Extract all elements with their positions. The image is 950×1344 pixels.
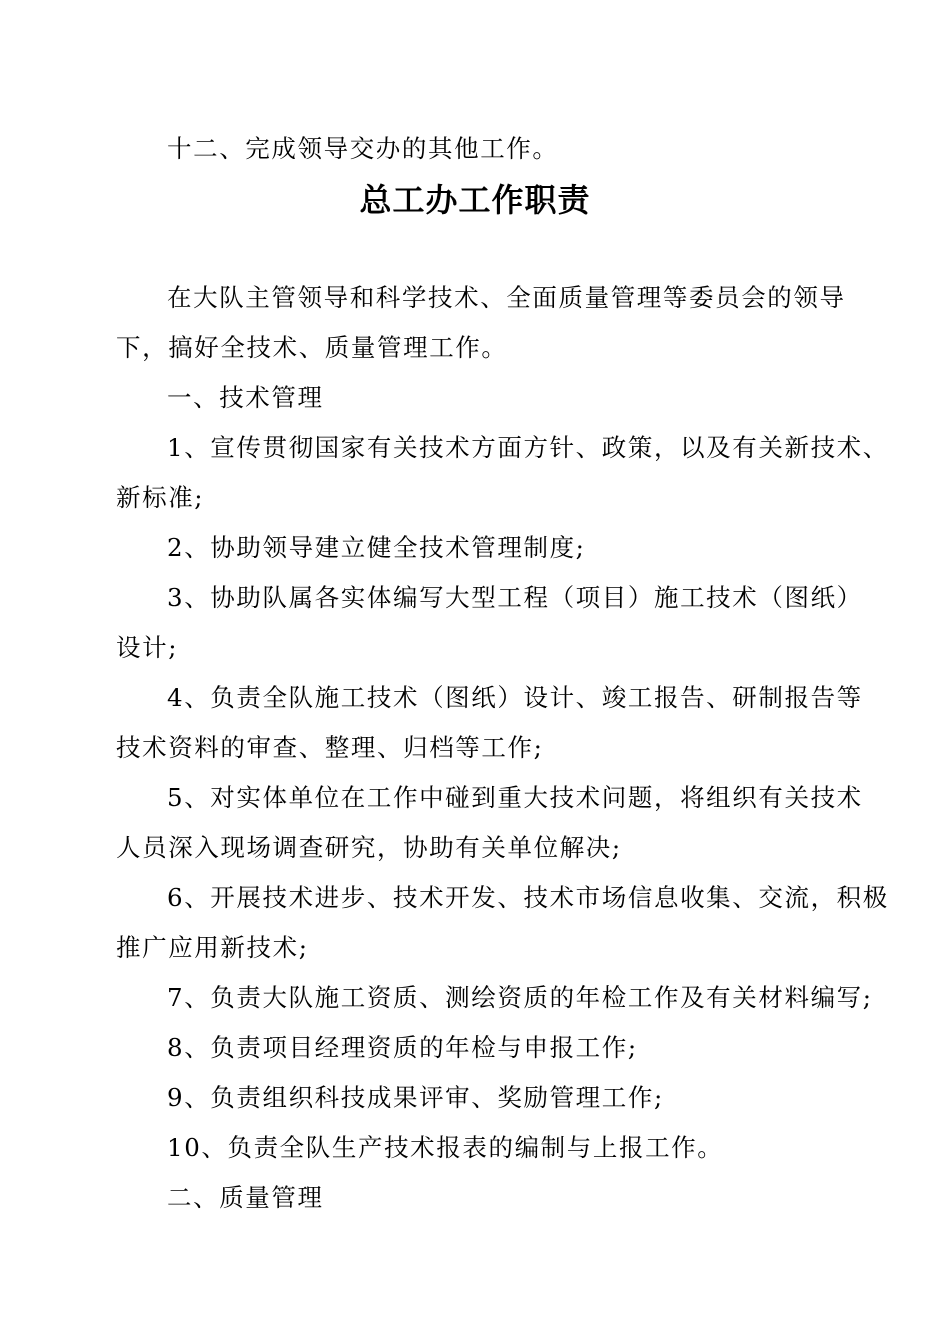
section-heading-quality: 二、质量管理 [167, 1183, 324, 1212]
list-item: 6、开展技术进步、技术开发、技术市场信息收集、交流，积极 [167, 883, 889, 912]
section-heading-technical: 一、技术管理 [167, 383, 324, 412]
list-item: 设计; [116, 633, 179, 662]
list-item: 新标准; [116, 483, 205, 512]
list-item: 9、负责组织科技成果评审、奖励管理工作; [167, 1083, 664, 1112]
paragraph-line: 下，搞好全技术、质量管理工作。 [116, 333, 508, 362]
list-item: 8、负责项目经理资质的年检与申报工作; [167, 1033, 638, 1062]
list-item: 人员深入现场调查研究，协助有关单位解决; [116, 833, 622, 862]
paragraph-line: 在大队主管领导和科学技术、全面质量管理等委员会的领导 [167, 283, 846, 312]
list-item: 2、协助领导建立健全技术管理制度; [167, 533, 586, 562]
list-item: 7、负责大队施工资质、测绘资质的年检工作及有关材料编写; [167, 983, 873, 1012]
list-item: 3、协助队属各实体编写大型工程（项目）施工技术（图纸） [167, 583, 863, 612]
intro-line: 十二、完成领导交办的其他工作。 [167, 134, 559, 163]
list-item: 推广应用新技术; [116, 933, 309, 962]
list-item: 10、负责全队生产技术报表的编制与上报工作。 [167, 1133, 724, 1162]
list-item: 1、宣传贯彻国家有关技术方面方针、政策，以及有关新技术、 [167, 433, 889, 462]
document-title: 总工办工作职责 [359, 181, 591, 219]
list-item: 技术资料的审查、整理、归档等工作; [116, 733, 544, 762]
list-item: 5、对实体单位在工作中碰到重大技术问题，将组织有关技术 [167, 783, 863, 812]
list-item: 4、负责全队施工技术（图纸）设计、竣工报告、研制报告等 [167, 683, 863, 712]
